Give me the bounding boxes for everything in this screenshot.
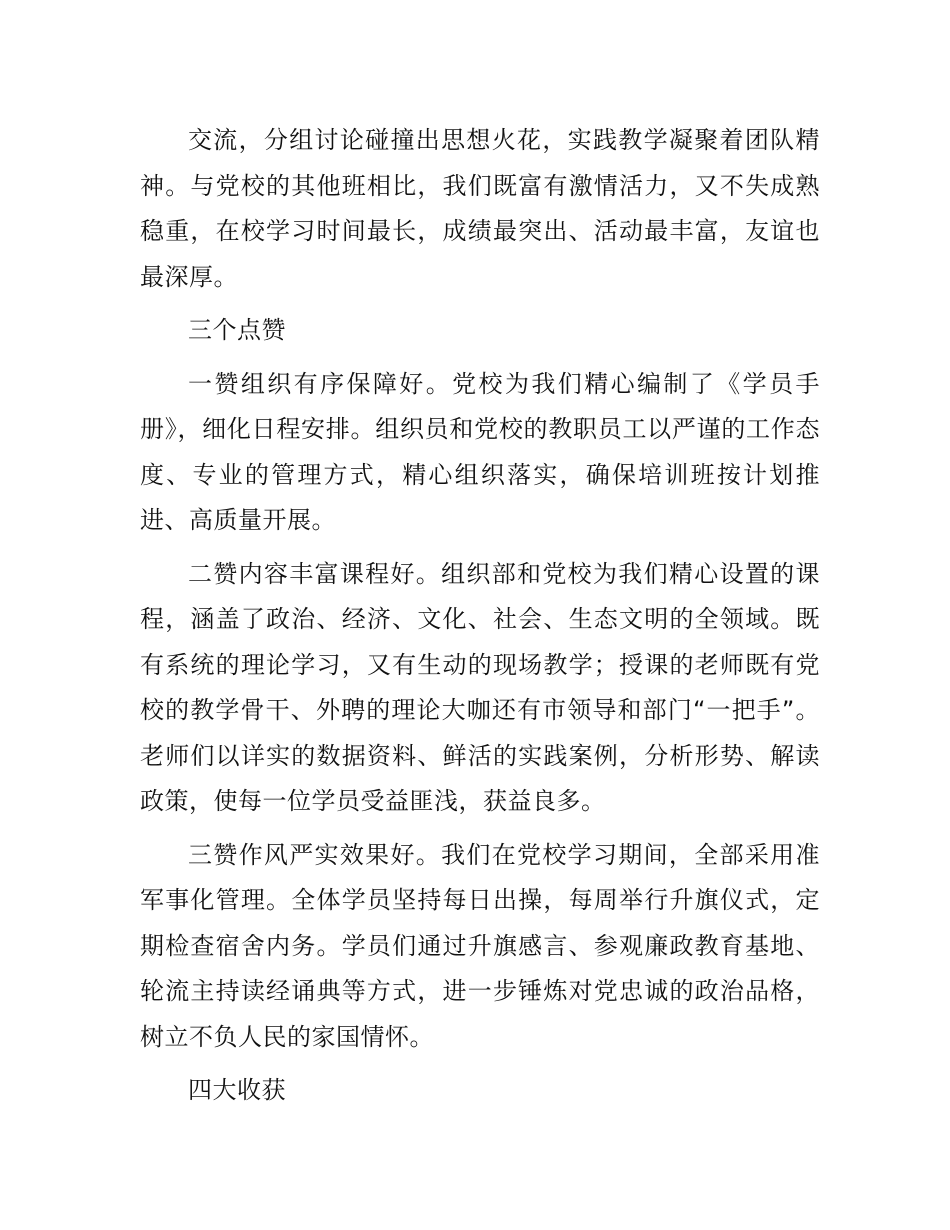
- paragraph-praise-one: 一赞组织有序保障好。党校为我们精心编制了《学员手册》，细化日程安排。组织员和党校的教职员工以严谨的工作态度、专业的管理方式，精心组织落实，确保培训班按计划推进、高质量开展。: [140, 369, 820, 534]
- section-heading-four-gains: 四大收获: [188, 1076, 286, 1104]
- paragraph-praise-two: 二赞内容丰富课程好。组织部和党校为我们精心设置的课程，涵盖了政治、经济、文化、社会、生态文明的全领域。既有系统的理论学习，又有生动的现场教学；授课的老师既有党校的教学骨干、外聘的理论大咖还有市领导和部门“一把手”。老师们以详实的数据资料、鲜活的实践案例，分析形势、解读政策，使每一位学员受益匪浅，获益良多。: [140, 559, 820, 815]
- paragraph-exchange: 交流，分组讨论碰撞出思想火花，实践教学凝聚着团队精神。与党校的其他班相比，我们既富有激情活力，又不失成熟稳重，在校学习时间最长，成绩最突出、活动最丰富，友谊也最深厚。: [140, 126, 820, 291]
- document-body: [140, 118, 820, 1114]
- section-heading-three-praises: 三个点赞: [188, 316, 286, 344]
- paragraph-praise-three: 三赞作风严实效果好。我们在党校学习期间，全部采用准军事化管理。全体学员坚持每日出操，每周举行升旗仪式，定期检查宿舍内务。学员们通过升旗感言、参观廉政教育基地、轮流主持读经诵典等方式，进一步锤炼对党忠诚的政治品格，树立不负人民的家国情怀。: [140, 840, 820, 1051]
